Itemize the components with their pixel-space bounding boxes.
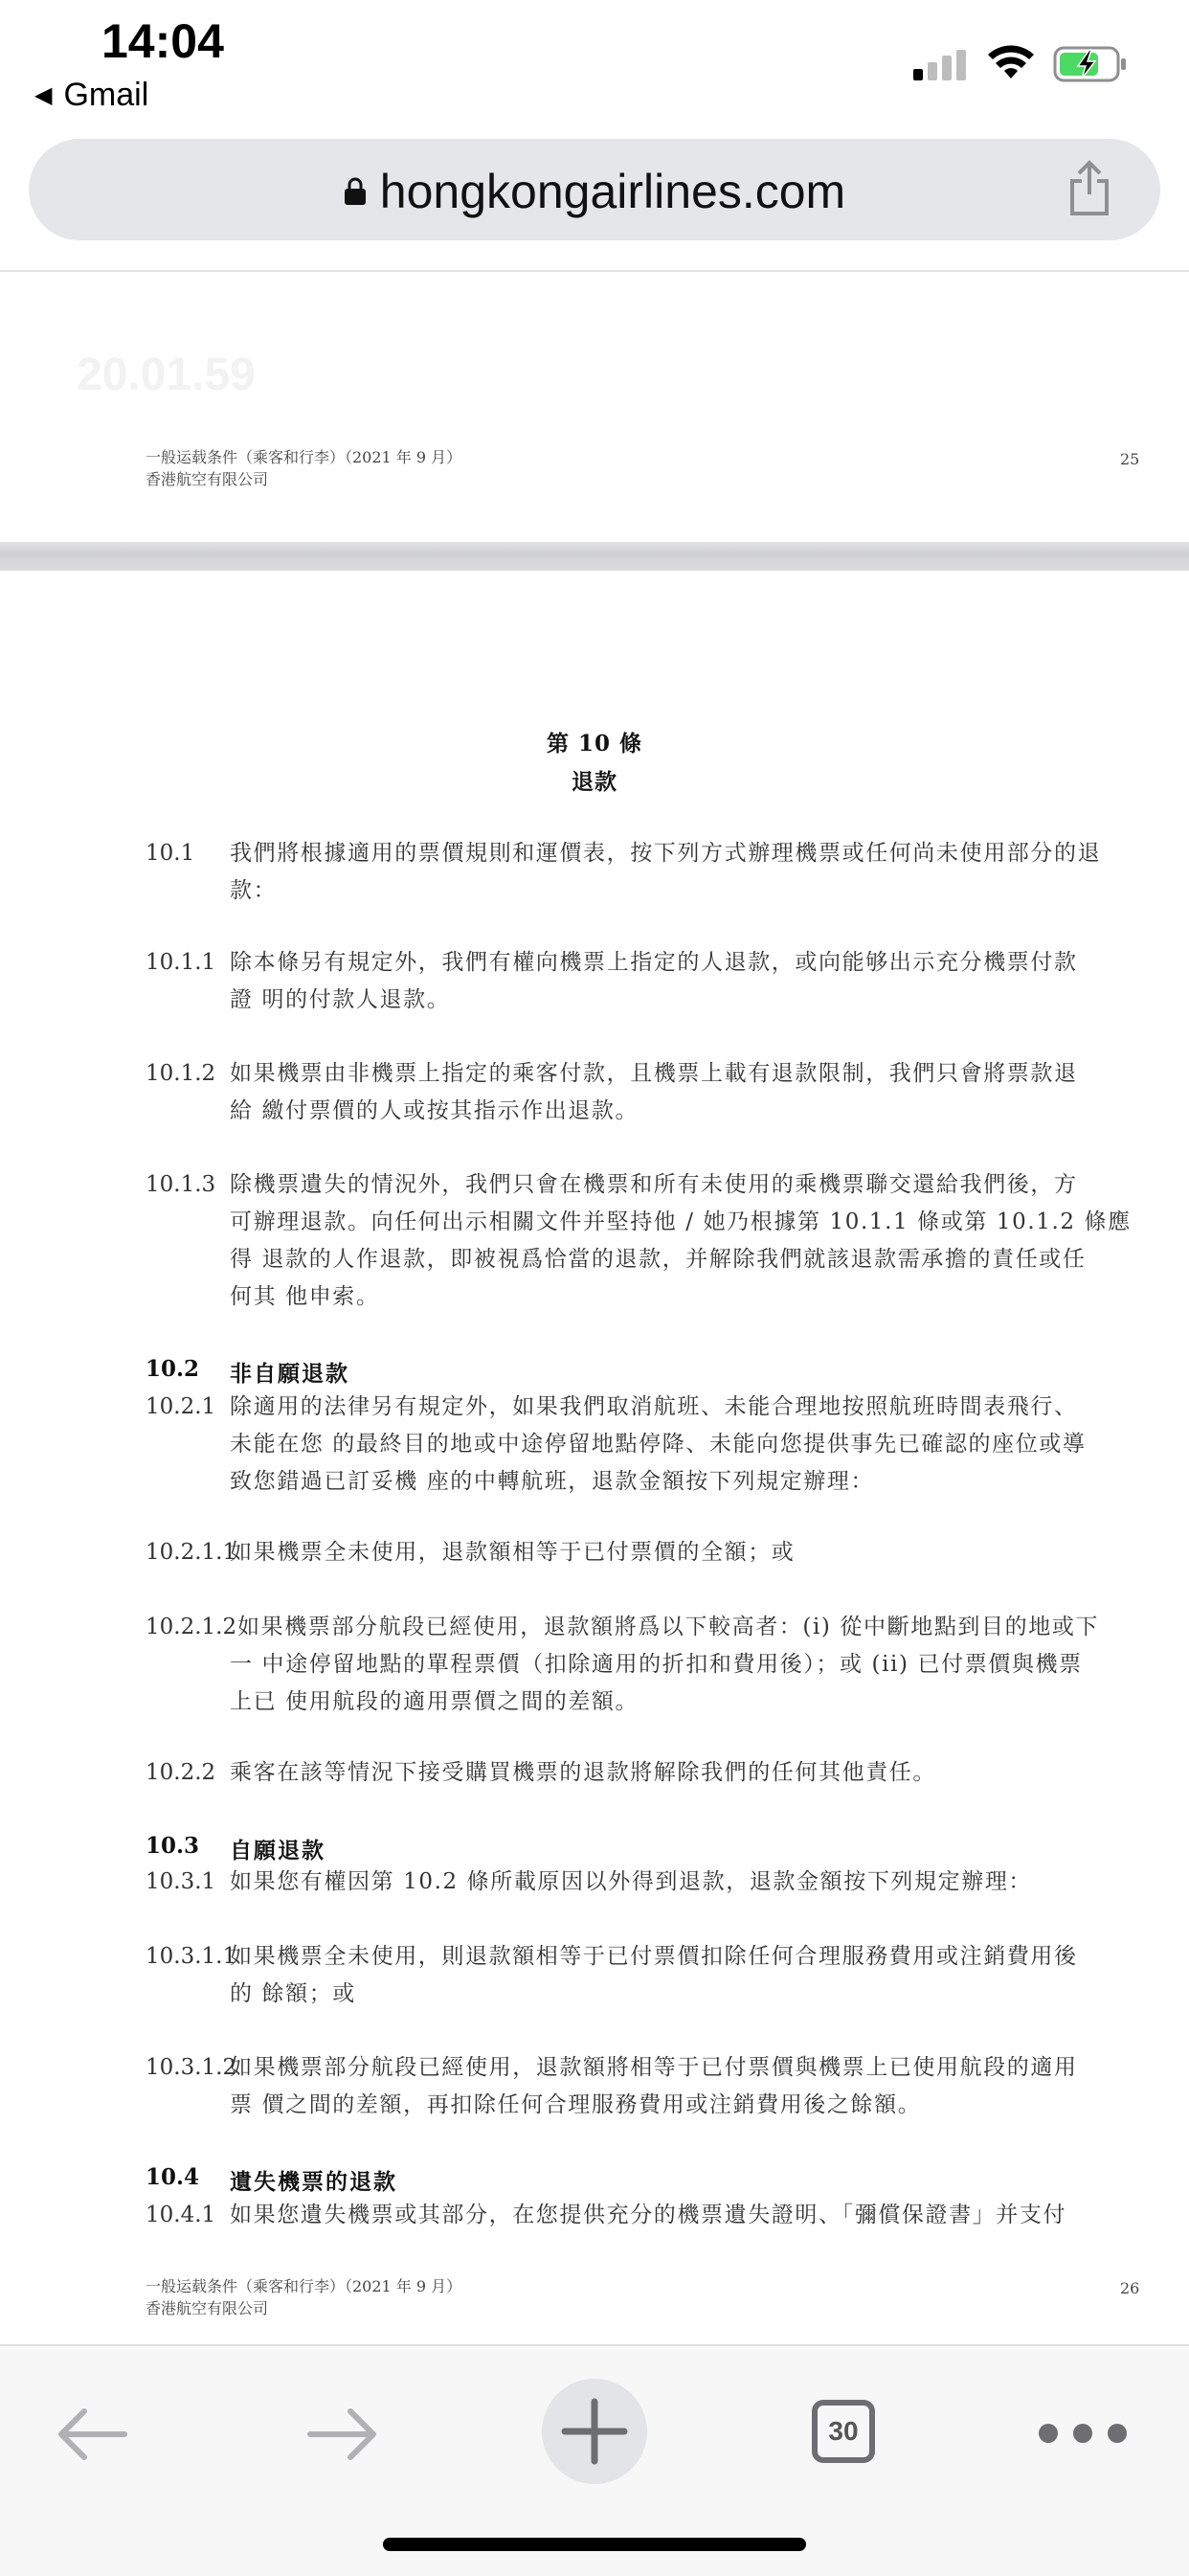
clause-line: 如果機票全未使用，則退款額相等于已付票價扣除任何合理服務費用或注銷費用後: [230, 1944, 1078, 1969]
clause-number: 10.1.3: [146, 1172, 216, 1197]
page-number: 26: [1120, 2279, 1140, 2297]
clause-line: 乘客在該等情況下接受購買機票的退款將解除我們的任何其他責任。: [230, 1760, 936, 1785]
lock-icon: [344, 177, 367, 206]
wifi-icon: [986, 44, 1036, 80]
clause-text: [230, 1609, 1100, 1721]
home-indicator[interactable]: [383, 2538, 806, 2551]
section-number: 10.2: [146, 1356, 200, 1382]
status-bar: [0, 0, 1189, 124]
clause-line: 未能在您 的最終目的地或中途停留地點停降、未能向您提供事先已確認的座位或導: [230, 1432, 1087, 1457]
clause-text: [230, 835, 1101, 910]
page-footer: [146, 2275, 461, 2319]
footer-line-2: 香港航空有限公司: [146, 470, 269, 488]
clause-text: [230, 1534, 795, 1571]
section-number: 10.3: [146, 1833, 200, 1859]
section-number: 10.4: [146, 2164, 200, 2190]
clause-line: 除適用的法律另有規定外，如果我們取消航班、未能合理地按照航班時間表飛行、: [230, 1394, 1078, 1419]
clause-line: 如果機票由非機票上指定的乘客付款，且機票上載有退款限制，我們只會將票款退: [230, 1061, 1078, 1086]
section-heading: 非自願退款: [230, 1361, 349, 1387]
clause-text: [230, 1389, 1087, 1501]
clause-line: 如果您有權因第 10.2 條所載原因以外得到退款，退款金額按下列規定辦理：: [230, 1869, 1033, 1894]
status-time: 14:04: [101, 14, 224, 68]
clause-line: 上已 使用航段的適用票價之間的差額。: [230, 1689, 639, 1714]
clause-line: 如果機票部分航段已經使用，退款額將爲以下較高者：(i) 從中斷地點到目的地或下: [237, 1615, 1100, 1639]
section-heading: 遺失機票的退款: [230, 2169, 397, 2195]
clause-number: 10.4.1: [146, 2203, 216, 2227]
article-number: 第 10 條: [546, 731, 643, 757]
share-icon[interactable]: [1066, 160, 1112, 217]
cellular-signal-icon: [913, 50, 967, 80]
page-separator: [0, 542, 1189, 571]
clause-number: 10.3.1.2: [146, 2055, 237, 2080]
clause-text: [230, 1864, 1032, 1901]
section-heading: 自願退款: [230, 1838, 325, 1864]
footer-line-2: 香港航空有限公司: [146, 2299, 269, 2317]
clause-line: 可辦理退款。向任何出示相關文件并堅持他 / 她乃根據第 10.1.1 條或第 10.1.2 條應: [230, 1209, 1132, 1234]
url-text: hongkongairlines.com: [379, 165, 846, 218]
clause-line: 款：: [230, 878, 278, 903]
clause-text: [230, 2049, 1078, 2124]
forward-arrow-icon[interactable]: [306, 2407, 379, 2461]
footer-line-1: 一般运载条件（乘客和行李）（2021 年 9 月）: [146, 448, 462, 466]
clause-number: 10.3.1.1: [146, 1944, 237, 1969]
clause-text: [230, 1754, 936, 1792]
clause-line: 如果機票部分航段已經使用，退款額將相等于已付票價與機票上已使用航段的適用: [230, 2055, 1078, 2080]
clause-number: 10.2.2: [146, 1760, 216, 1785]
clause-number: 10.1.1: [146, 950, 216, 975]
clause-line: 票 價之間的差額，再扣除任何合理服務費用或注銷費用後之餘額。: [230, 2092, 922, 2117]
plus-icon: [561, 2398, 628, 2465]
clause-text: [230, 1055, 1078, 1130]
clause-line: 一 中途停留地點的單程票價（扣除適用的折扣和費用後）；或 (ii) 已付票價與機票: [230, 1652, 1083, 1677]
clause-number: 10.1: [146, 841, 195, 866]
page-number: 25: [1120, 450, 1140, 468]
clause-line: 得 退款的人作退款，即被視爲恰當的退款，并解除我們就該退款需承擔的責任或任: [230, 1247, 1087, 1272]
clause-line: 的 餘額；或: [230, 1981, 356, 2006]
clause-text: [230, 944, 1078, 1019]
browser-toolbar: [0, 2344, 1189, 2576]
back-to-app-link[interactable]: [34, 77, 148, 114]
clause-line: 除本條另有規定外，我們有權向機票上指定的人退款，或向能够出示充分機票付款: [230, 950, 1078, 975]
article-title: 退款: [572, 769, 617, 795]
new-tab-button[interactable]: [542, 2379, 647, 2484]
clause-line: 致您錯過已訂妥機 座的中轉航班，退款金額按下列規定辦理：: [230, 1469, 875, 1494]
clause-line: 何其 他申索。: [230, 1284, 380, 1309]
back-triangle-icon: ◀: [34, 82, 53, 108]
clause-number: 10.2.1: [146, 1394, 216, 1419]
clause-number: 10.2.1.1: [146, 1540, 237, 1565]
clause-line: 如果您遺失機票或其部分，在您提供充分的機票遺失證明、「彌償保證書」并支付: [230, 2203, 1067, 2227]
clause-line: 我們將根據適用的票價規則和運價表，按下列方式辦理機票或任何尚未使用部分的退: [230, 841, 1102, 866]
more-dots-icon[interactable]: [1038, 2423, 1128, 2444]
clause-text: [230, 2197, 1066, 2234]
document-page-26: [0, 571, 1189, 2344]
faded-header-text: 20.01.59: [77, 350, 256, 400]
clause-line: 證 明的付款人退款。: [230, 987, 451, 1012]
clause-number: 10.3.1: [146, 1869, 216, 1894]
clause-number: 10.2.1.2: [146, 1615, 237, 1639]
clause-number: 10.1.2: [146, 1061, 216, 1086]
address-bar[interactable]: [29, 139, 1160, 240]
clause-line: 除機票遺失的情況外，我們只會在機票和所有未使用的乘機票聯交還給我們後，方: [230, 1172, 1078, 1197]
tab-count: 30: [828, 2416, 859, 2446]
clause-text: [230, 1938, 1078, 2013]
clause-line: 給 繳付票價的人或按其指示作出退款。: [230, 1098, 639, 1123]
back-app-label: Gmail: [63, 77, 149, 113]
tabs-icon[interactable]: [812, 2400, 875, 2463]
url-display[interactable]: [29, 164, 1160, 219]
clause-line: 如果機票全未使用，退款額相等于已付票價的全額；或: [230, 1540, 796, 1565]
footer-line-1: 一般运载条件（乘客和行李）（2021 年 9 月）: [146, 2277, 462, 2295]
back-arrow-icon[interactable]: [56, 2407, 128, 2461]
clause-text: [230, 1166, 1132, 1316]
battery-icon: [1053, 46, 1130, 82]
document-page-25: [0, 272, 1189, 542]
page-footer: [146, 446, 461, 490]
